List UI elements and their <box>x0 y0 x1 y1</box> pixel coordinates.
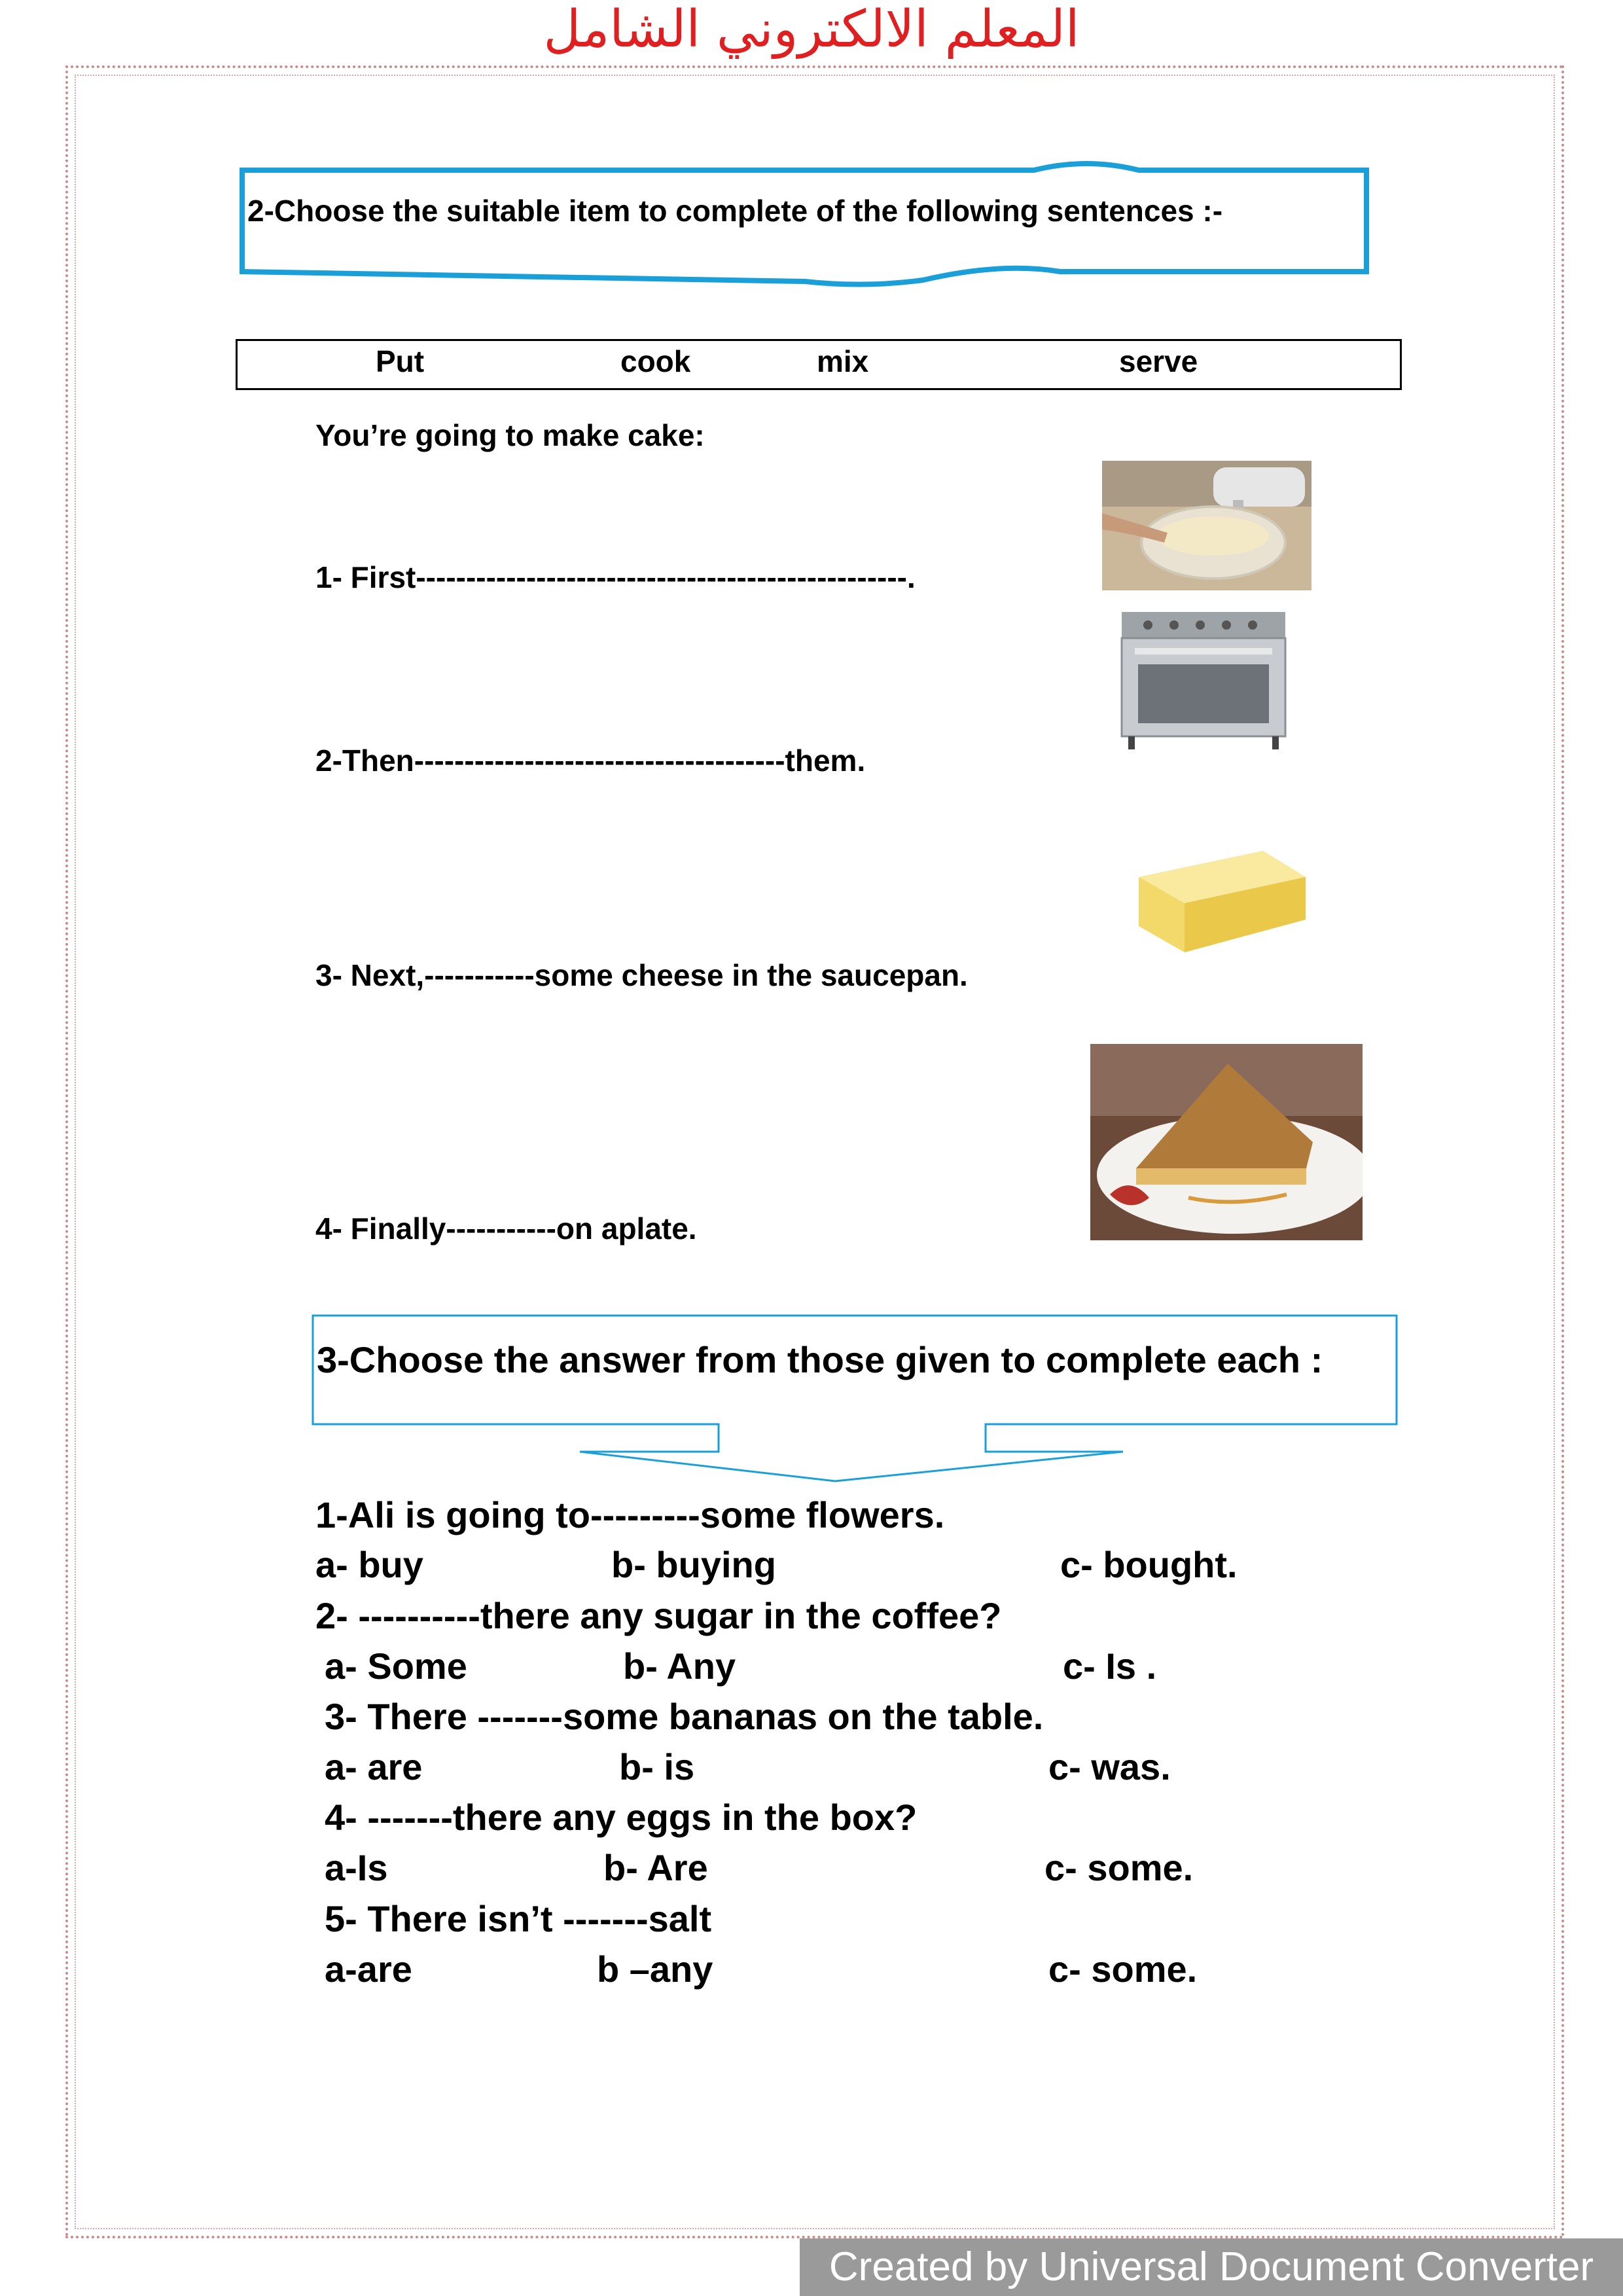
option-a: a- are <box>325 1746 423 1787</box>
header-title: المعلم الالكتروني الشامل <box>543 0 1080 59</box>
word-bank-item: Put <box>376 344 425 378</box>
option-b: b- Are <box>603 1847 708 1888</box>
word-bank-item: cook <box>620 344 691 378</box>
question-3: 3- There -------some bananas on the table. <box>325 1696 1044 1737</box>
sentence-1: 1- First-------------------------------------------------. <box>315 560 916 594</box>
word-bank-item: serve <box>1119 344 1198 378</box>
option-b: b –any <box>597 1948 713 1990</box>
option-c: c- Is . <box>1063 1645 1157 1687</box>
cheese-block-photo <box>1132 838 1312 969</box>
option-a: a- buy <box>315 1544 423 1585</box>
question-5: 5- There isn’t -------salt <box>325 1898 712 1939</box>
question-1: 1-Ali is going to---------some flowers. <box>315 1494 945 1535</box>
oven-photo <box>1109 605 1305 766</box>
option-b: b- is <box>619 1746 695 1787</box>
option-a: a-are <box>325 1948 412 1990</box>
section3-instruction: 3-Choose the answer from those given to complete each : <box>317 1339 1323 1380</box>
option-a: a-Is <box>325 1847 388 1888</box>
option-b: b- buying <box>611 1544 776 1585</box>
cake-slice-photo <box>1090 1044 1363 1240</box>
sentence-4: 4- Finally-----------on aplate. <box>315 1211 697 1246</box>
option-c: c- was. <box>1048 1746 1171 1787</box>
section2-instruction: 2-Choose the suitable item to complete of the following sentences :- <box>247 194 1223 228</box>
option-c: c- some. <box>1048 1948 1198 1990</box>
sentence-3: 3- Next,-----------some cheese in the saucepan. <box>315 958 968 992</box>
section2-intro: You’re going to make cake: <box>315 418 705 452</box>
option-c: c- bought. <box>1060 1544 1238 1585</box>
question-4: 4- -------there any eggs in the box? <box>325 1797 918 1838</box>
question-2: 2- ----------there any sugar in the coffee? <box>315 1595 1002 1636</box>
option-c: c- some. <box>1044 1847 1194 1888</box>
watermark-banner: Created by Universal Document Converter <box>800 2238 1623 2296</box>
option-b: b- Any <box>623 1645 736 1687</box>
option-a: a- Some <box>325 1645 467 1687</box>
word-bank-item: mix <box>817 344 869 378</box>
mixer-bowl-photo <box>1102 461 1311 590</box>
sentence-2: 2-Then-------------------------------------them. <box>315 744 866 778</box>
